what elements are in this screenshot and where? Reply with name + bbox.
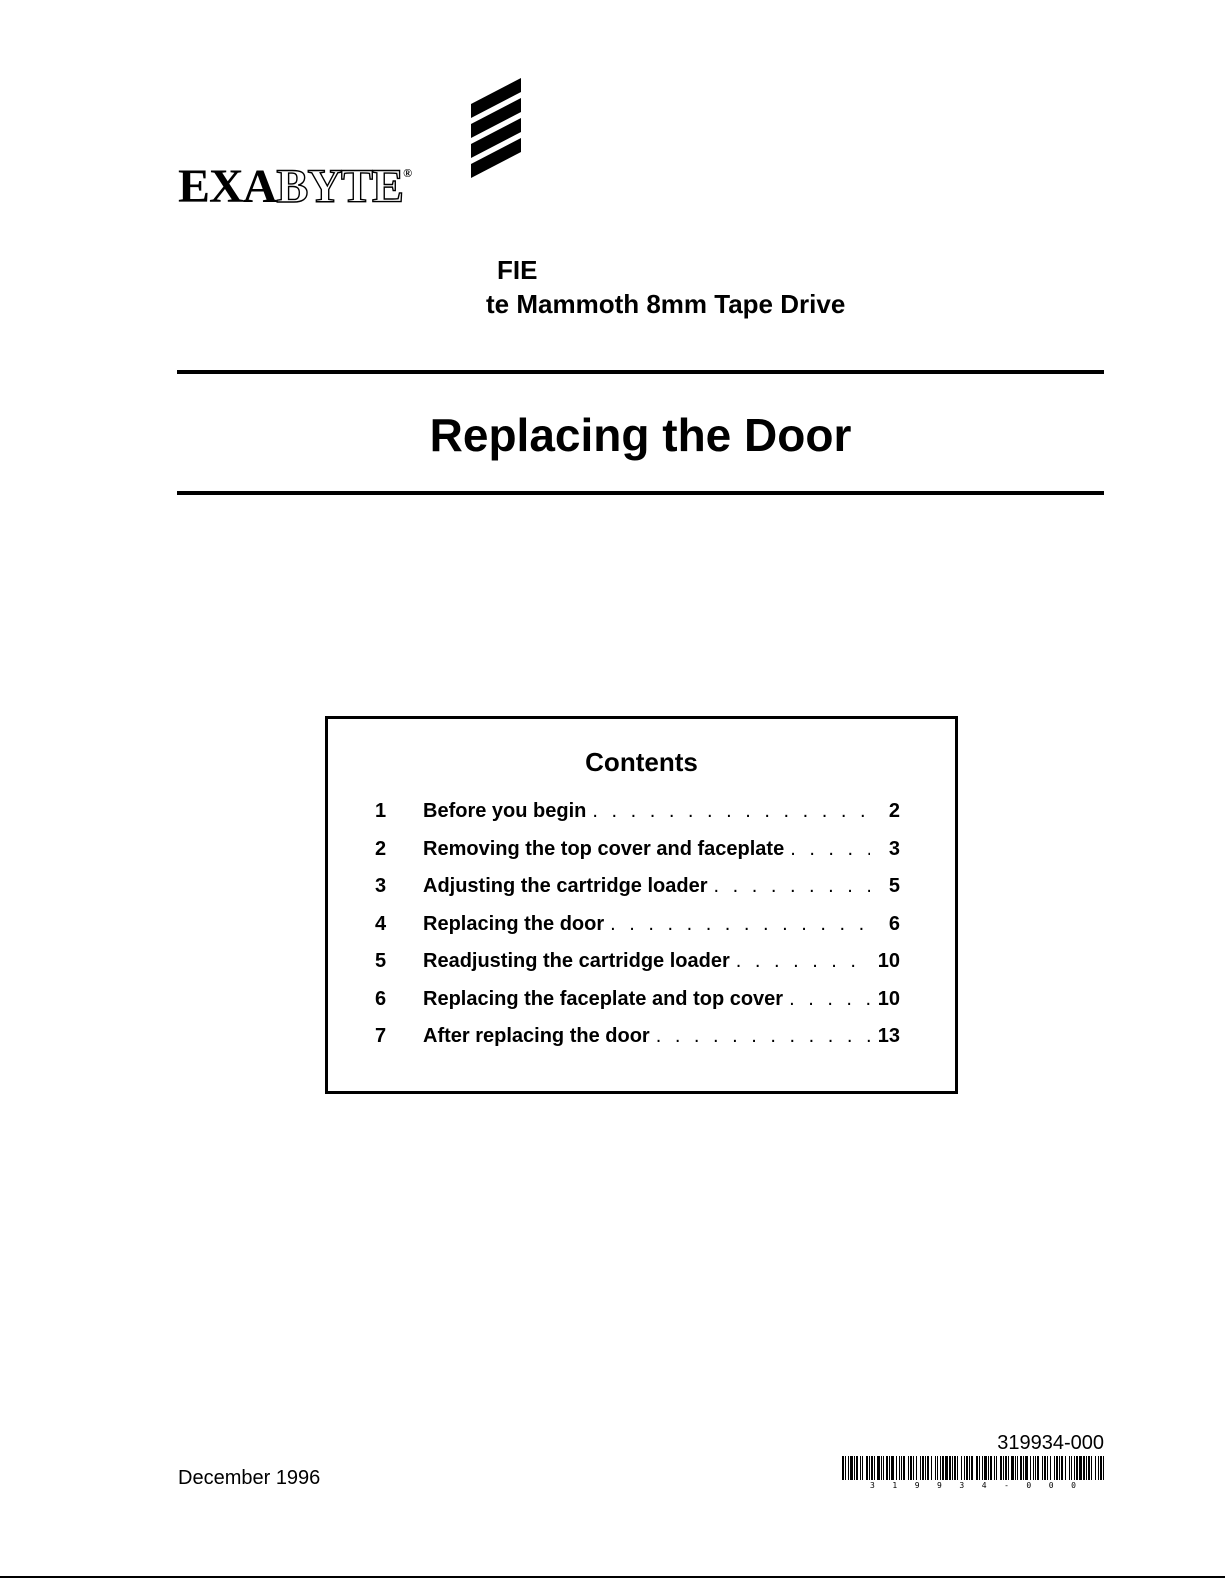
barcode-bar: [961, 1456, 962, 1480]
page-bottom-edge: [0, 1576, 1225, 1578]
barcode-bar: [869, 1456, 870, 1480]
barcode-bar: [1017, 1456, 1018, 1480]
barcode-bar: [891, 1456, 894, 1480]
barcode-bar: [1020, 1456, 1022, 1480]
contents-box: [325, 716, 958, 1094]
toc-page: 2: [888, 800, 900, 822]
toc-leader-dots: [736, 947, 870, 975]
barcode-bar: [903, 1456, 905, 1480]
toc-number: 3: [375, 875, 387, 897]
toc-leader-dots: [789, 985, 870, 1013]
product-line-2: te Mammoth 8mm Tape Drive: [486, 289, 846, 319]
toc-page: 3: [888, 837, 900, 860]
barcode-bar: [957, 1456, 958, 1480]
barcode-bar: [896, 1456, 897, 1480]
barcode-bar: [1095, 1456, 1096, 1480]
barcode-digit: -: [1004, 1481, 1009, 1490]
barcode-bar: [1071, 1456, 1072, 1480]
barcode-bar: [1069, 1456, 1070, 1480]
toc-item[interactable]: [375, 947, 900, 975]
barcode-bar: [988, 1456, 989, 1480]
toc-label: Before you begin: [423, 800, 587, 822]
barcode-bar: [996, 1456, 997, 1480]
barcode-bar: [954, 1456, 956, 1480]
barcode-digit: 9: [937, 1481, 942, 1490]
toc-page: 5: [888, 875, 900, 897]
barcode-bar: [889, 1456, 890, 1480]
barcode-bar: [1086, 1456, 1087, 1480]
barcode-bar: [994, 1456, 995, 1480]
toc-number: 7: [375, 1025, 387, 1047]
barcode-bar: [1000, 1456, 1002, 1480]
toc-number: 2: [375, 837, 387, 860]
barcode-bar: [848, 1456, 849, 1480]
logo-outline-text: BYTE: [276, 160, 404, 213]
registered-mark: ®: [403, 166, 412, 180]
barcode-bar: [1059, 1456, 1060, 1480]
barcode-bar: [1088, 1456, 1090, 1480]
barcode-bar: [945, 1456, 948, 1480]
barcode-bar: [952, 1456, 953, 1480]
barcode-digit: 9: [914, 1481, 920, 1490]
barcode-bar: [1074, 1456, 1075, 1480]
barcode-bar: [850, 1456, 853, 1480]
barcode-bar: [1047, 1456, 1048, 1480]
barcode-bar: [1023, 1456, 1024, 1480]
barcode-bar: [1061, 1456, 1063, 1480]
toc-number: 4: [375, 912, 387, 935]
barcode-digit: 3: [959, 1481, 965, 1490]
barcode-bar: [1025, 1456, 1028, 1480]
toc-leader-dots: [713, 872, 870, 900]
barcode-bar: [1008, 1456, 1009, 1480]
barcode-bar: [1076, 1456, 1078, 1480]
barcode-bar: [1044, 1456, 1046, 1480]
toc-label: Readjusting the cartridge loader: [423, 950, 730, 972]
barcode-bar: [866, 1456, 868, 1480]
toc-item[interactable]: [375, 910, 900, 938]
barcode-bar: [969, 1456, 970, 1480]
toc-item[interactable]: [375, 1022, 900, 1050]
toc-number: 5: [375, 950, 387, 972]
barcode-bar: [937, 1456, 938, 1480]
barcode-bar: [979, 1456, 980, 1480]
toc-page: 10: [877, 987, 900, 1010]
barcode-bar: [940, 1456, 941, 1480]
barcode-bar: [935, 1456, 936, 1480]
barcode-digit: 0: [1026, 1481, 1032, 1490]
barcode-bar: [1065, 1456, 1066, 1480]
toc-item[interactable]: [375, 985, 900, 1013]
barcode-bar: [976, 1456, 978, 1480]
barcode-bar: [964, 1456, 965, 1480]
barcode-bar: [842, 1456, 844, 1480]
barcode-bar: [1054, 1456, 1055, 1480]
barcode-bar: [881, 1456, 882, 1480]
barcode-bar: [899, 1456, 900, 1480]
barcode-bar: [877, 1456, 880, 1480]
bottom-rule: [177, 491, 1104, 495]
barcode-bar: [860, 1456, 861, 1480]
toc-page: 6: [888, 912, 900, 935]
barcode-bar: [908, 1456, 909, 1480]
logo-stripes-icon: [469, 78, 525, 178]
toc-label: Removing the top cover and faceplate: [423, 837, 785, 860]
toc-item[interactable]: [375, 872, 900, 900]
barcode-bar: [901, 1456, 902, 1480]
product-line-1: FIE: [497, 255, 538, 285]
barcode-bar: [913, 1456, 914, 1480]
toc-item[interactable]: [375, 835, 900, 863]
barcode-bar: [971, 1456, 973, 1480]
contents-heading: Contents: [585, 747, 698, 777]
barcode-bar: [1100, 1456, 1102, 1480]
barcode-bar: [1033, 1456, 1034, 1480]
barcode-bar: [1050, 1456, 1051, 1480]
barcode-bar: [871, 1456, 873, 1480]
barcode-digit: 4: [981, 1481, 987, 1490]
toc-label: Replacing the door: [423, 912, 605, 935]
barcode-bar: [966, 1456, 968, 1480]
toc-leader-dots: [610, 910, 870, 938]
toc-item[interactable]: [375, 797, 900, 825]
barcode-bar: [949, 1456, 951, 1480]
barcode-bar: [1042, 1456, 1043, 1480]
barcode-bar: [1035, 1456, 1036, 1480]
toc-leader-dots: [592, 797, 870, 825]
toc-leader-dots: [656, 1022, 870, 1050]
barcode-bar: [1015, 1456, 1016, 1480]
barcode-bar: [874, 1456, 875, 1480]
barcode-digits: [842, 1480, 1104, 1492]
toc-label: After replacing the door: [423, 1025, 650, 1047]
toc-leader-dots: [790, 835, 870, 863]
publication-date: December 1996: [178, 1467, 321, 1489]
toc-page: 13: [877, 1025, 900, 1047]
toc-page: 10: [877, 950, 900, 972]
barcode-bar: [854, 1456, 855, 1480]
barcode-bar: [1083, 1456, 1085, 1480]
toc-label: Replacing the faceplate and top cover: [423, 987, 784, 1010]
barcode-icon: [842, 1456, 1104, 1480]
barcode-bar: [916, 1456, 917, 1480]
barcode-bar: [942, 1456, 944, 1480]
barcode-bar: [845, 1456, 846, 1480]
logo-solid-text: EXA: [178, 160, 277, 213]
top-rule: [177, 370, 1104, 374]
barcode-bar: [1098, 1456, 1099, 1480]
barcode-digit: 0: [1071, 1481, 1076, 1490]
part-number: 319934-000: [997, 1432, 1104, 1454]
barcode-bar: [990, 1456, 992, 1480]
toc-number: 6: [375, 987, 387, 1010]
barcode-bar: [856, 1456, 858, 1480]
barcode-digit: 1: [892, 1481, 898, 1490]
barcode-bar: [984, 1456, 987, 1480]
barcode-bar: [931, 1456, 932, 1480]
barcode-bar: [982, 1456, 983, 1480]
barcode-bar: [1091, 1456, 1092, 1480]
barcode-bar: [925, 1456, 926, 1480]
document-title: Replacing the Door: [429, 409, 852, 461]
barcode-bar: [920, 1456, 921, 1480]
barcode-bar: [886, 1456, 888, 1480]
barcode-bar: [927, 1456, 929, 1480]
barcode-bar: [1011, 1456, 1014, 1480]
barcode-bar: [922, 1456, 924, 1480]
toc-label: Adjusting the cartridge loader: [423, 875, 708, 897]
barcode-digit: 3: [870, 1481, 875, 1490]
barcode-bar: [910, 1456, 912, 1480]
barcode-bar: [1056, 1456, 1058, 1480]
barcode-bar: [1030, 1456, 1031, 1480]
toc-number: 1: [375, 800, 387, 822]
barcode-bar: [1079, 1456, 1082, 1480]
barcode-bar: [883, 1456, 884, 1480]
barcode-bar: [1005, 1456, 1007, 1480]
barcode-bar: [1103, 1456, 1104, 1480]
barcode-bar: [1003, 1456, 1004, 1480]
barcode-bar: [1037, 1456, 1039, 1480]
barcode-bar: [862, 1456, 863, 1480]
barcode-digit: 0: [1048, 1481, 1054, 1490]
